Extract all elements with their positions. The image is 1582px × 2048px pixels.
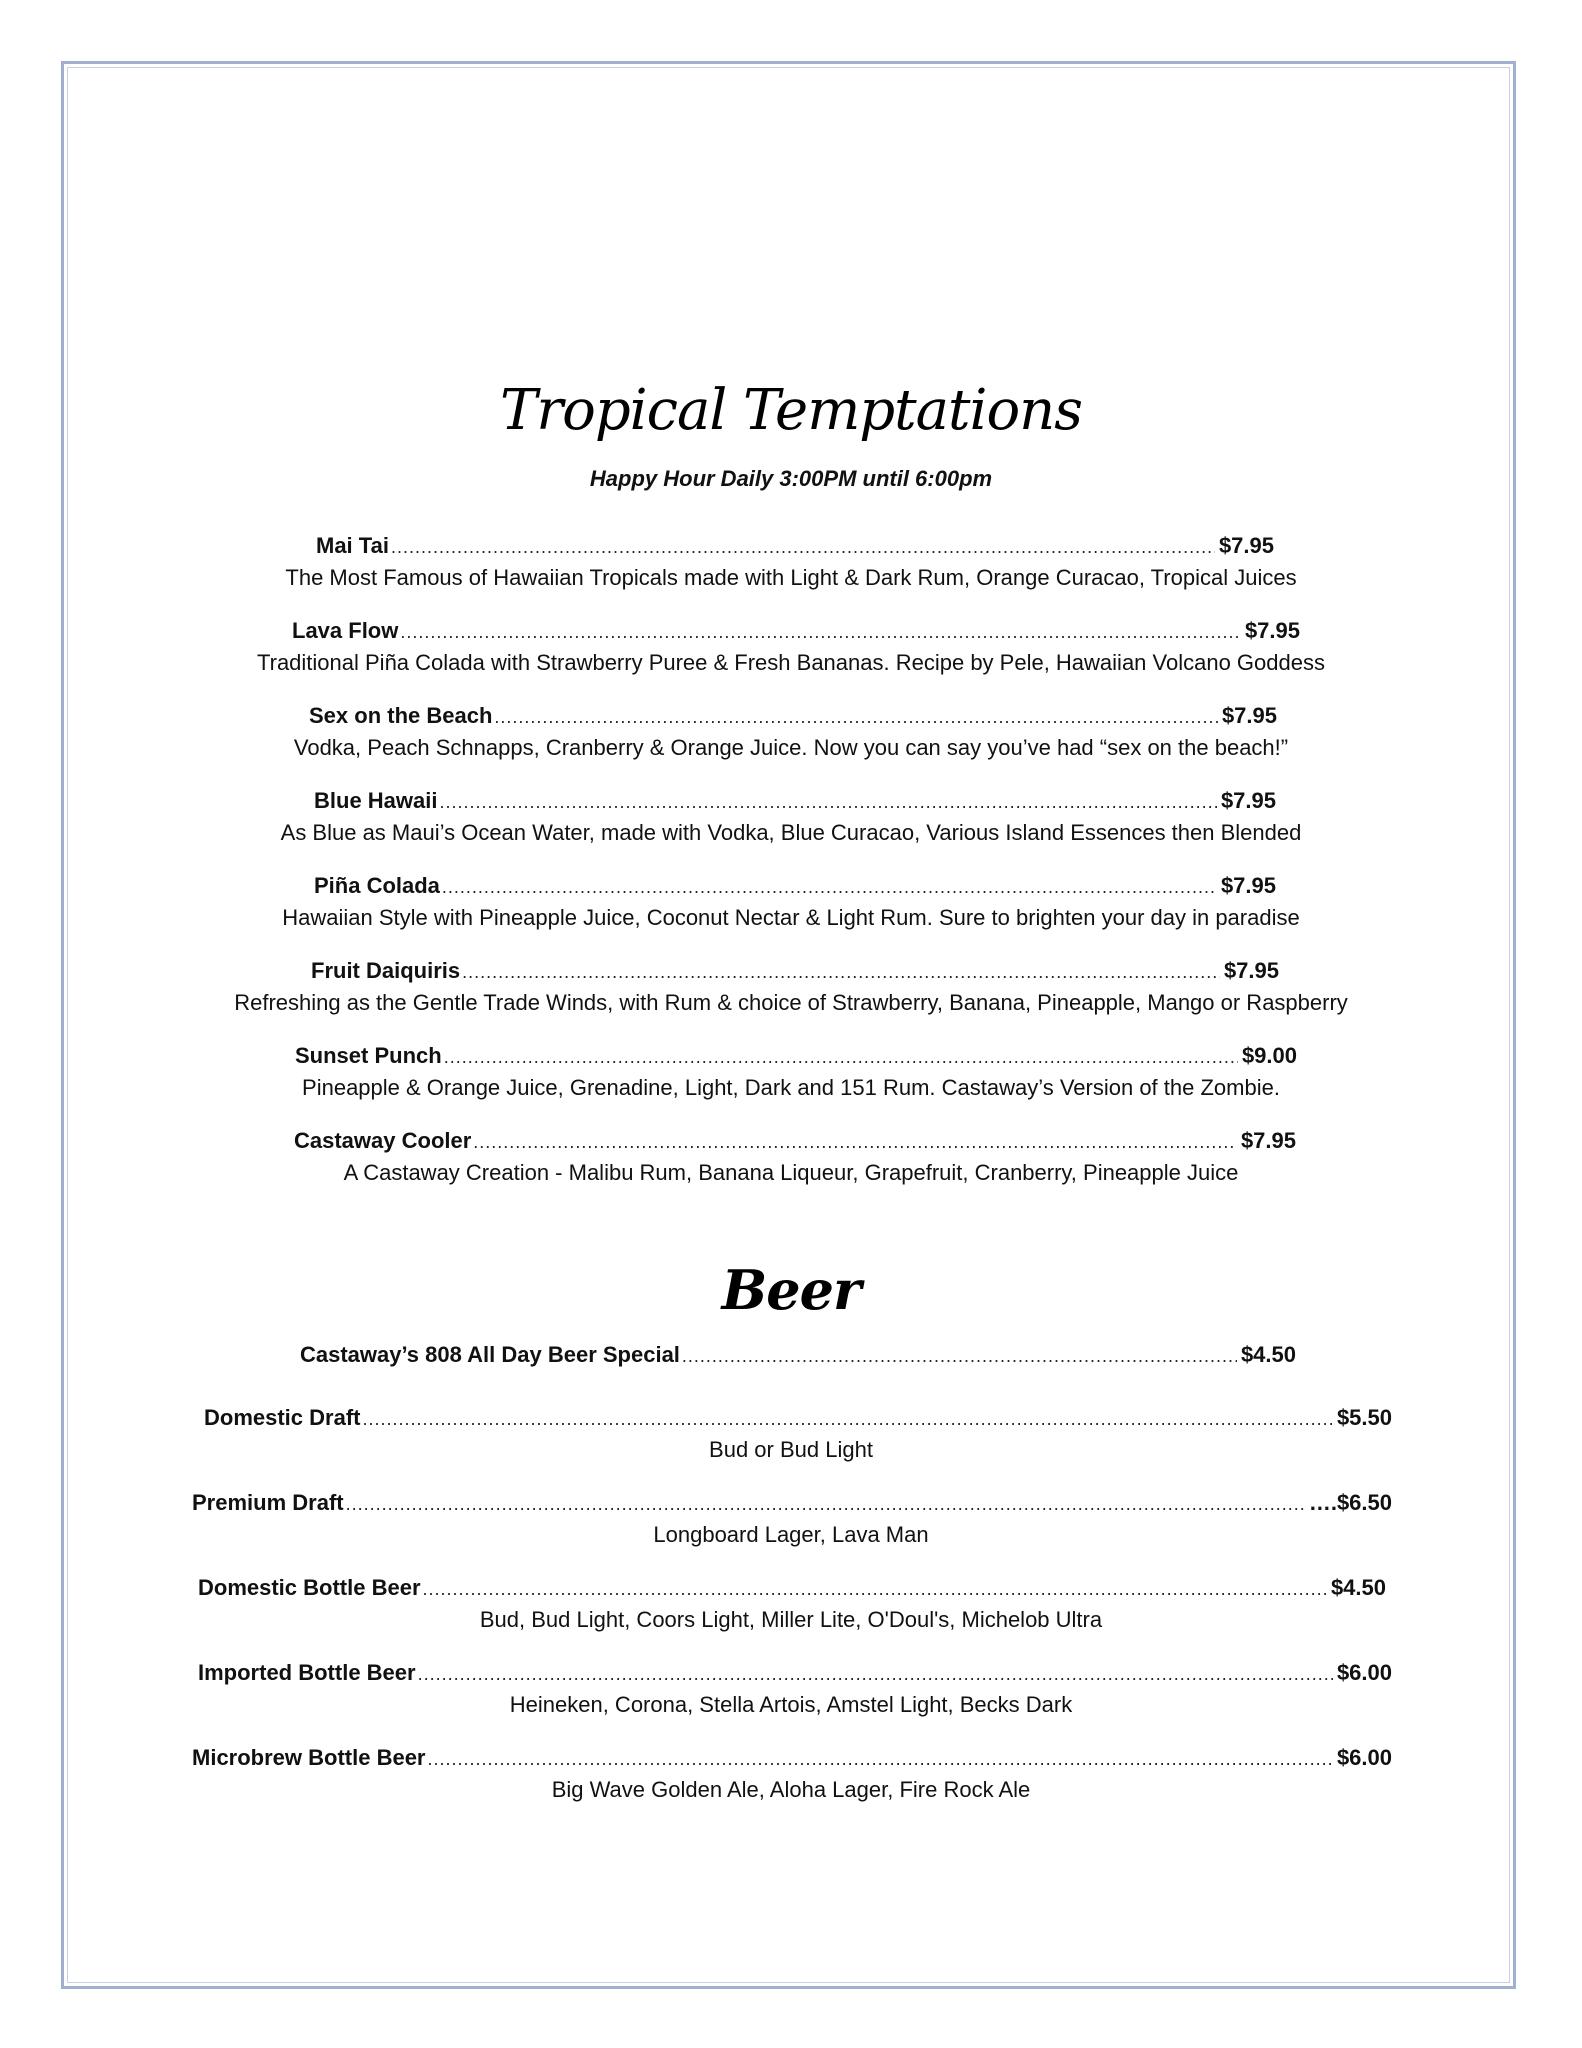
item-description: Pineapple & Orange Juice, Grenadine, Light, Dark and 151 Rum. Castaway’s Version of the Zombie. [302, 1075, 1280, 1100]
item-name: Mai Tai [316, 533, 389, 558]
item-price: $6.00 [1336, 1660, 1392, 1685]
item-name: Imported Bottle Beer [198, 1660, 416, 1685]
dot-leader [473, 1128, 1237, 1156]
menu-item-microbrew-bottle [192, 1744, 1392, 1773]
item-description: Traditional Piña Colada with Strawberry Puree & Fresh Bananas. Recipe by Pele, Hawaiian Volcano Goddess [257, 650, 1325, 675]
item-name: Domestic Bottle Beer [198, 1575, 421, 1600]
item-name: Premium Draft [192, 1490, 344, 1515]
tropical-title: Tropical Temptations [500, 378, 1082, 443]
item-name: Sunset Punch [295, 1043, 442, 1068]
dot-leader [439, 788, 1216, 816]
item-price: $7.95 [1220, 873, 1276, 898]
item-price: $7.95 [1223, 958, 1279, 983]
item-price: $7.95 [1240, 1128, 1296, 1153]
dot-leader [494, 703, 1218, 731]
menu-item-fruit-daiquiris [311, 957, 1279, 986]
item-price: $6.00 [1336, 1745, 1392, 1770]
item-description: Bud or Bud Light [709, 1437, 873, 1462]
item-description: Hawaiian Style with Pineapple Juice, Coconut Nectar & Light Rum. Sure to brighten your day in paradise [282, 905, 1300, 930]
item-description: Bud, Bud Light, Coors Light, Miller Lite, O'Doul's, Michelob Ultra [479, 1607, 1103, 1632]
menu-item-mai-tai [316, 532, 1274, 561]
item-name: Lava Flow [292, 618, 399, 643]
item-description: The Most Famous of Hawaiian Tropicals made with Light & Dark Rum, Orange Curacao, Tropical Juices [285, 565, 1297, 590]
menu-item-lava-flow [292, 617, 1300, 646]
item-description: Big Wave Golden Ale, Aloha Lager, Fire Rock Ale [551, 1777, 1031, 1802]
item-description: Longboard Lager, Lava Man [653, 1522, 929, 1547]
dot-leader [362, 1405, 1332, 1433]
item-price: $4.50 [1240, 1342, 1296, 1367]
item-name: Piña Colada [314, 873, 440, 898]
item-price: $9.00 [1241, 1043, 1297, 1068]
dot-leader [462, 958, 1220, 986]
happy-hour-subtitle: Happy Hour Daily 3:00PM until 6:00pm [589, 466, 993, 491]
menu-item-premium-draft [192, 1489, 1392, 1518]
menu-item-domestic-bottle [198, 1574, 1386, 1603]
item-name: Blue Hawaii [314, 788, 438, 813]
item-name: Domestic Draft [204, 1405, 361, 1430]
beer-title: Beer [721, 1258, 861, 1322]
menu-item-sunset-punch [295, 1042, 1297, 1071]
dot-leader [346, 1490, 1305, 1518]
item-name: Sex on the Beach [309, 703, 493, 728]
dot-leader [428, 1745, 1333, 1773]
dot-leader [400, 618, 1241, 646]
item-price: $4.50 [1330, 1575, 1386, 1600]
item-description: Refreshing as the Gentle Trade Winds, with Rum & choice of Strawberry, Banana, Pineapple, Mango or Raspberry [234, 990, 1348, 1015]
menu-item-domestic-draft [204, 1404, 1392, 1433]
dot-leader [444, 1043, 1238, 1071]
dot-leader [442, 873, 1217, 901]
dot-leader [391, 533, 1215, 561]
item-description: Heineken, Corona, Stella Artois, Amstel Light, Becks Dark [509, 1692, 1073, 1717]
menu-item-imported-bottle [198, 1659, 1392, 1688]
menu-item-pina-colada [314, 872, 1276, 901]
dot-leader [418, 1660, 1333, 1688]
item-price: $5.50 [1336, 1405, 1392, 1430]
item-price: $7.95 [1244, 618, 1300, 643]
menu-item-castaway-cooler [294, 1127, 1296, 1156]
item-description: As Blue as Maui’s Ocean Water, made with Vodka, Blue Curacao, Various Island Essences then Blended [280, 820, 1302, 845]
item-price: $7.95 [1221, 703, 1277, 728]
item-name: Castaway Cooler [294, 1128, 472, 1153]
item-name: Castaway’s 808 All Day Beer Special [300, 1342, 680, 1367]
dot-leader [423, 1575, 1327, 1603]
item-price: $7.95 [1220, 788, 1276, 813]
menu-item-sex-on-the-beach [309, 702, 1277, 731]
menu-item-blue-hawaii [314, 787, 1276, 816]
menu-item-808-special [300, 1341, 1296, 1370]
item-description: Vodka, Peach Schnapps, Cranberry & Orange Juice. Now you can say you’ve had “sex on the beach!” [293, 735, 1289, 760]
dot-leader [682, 1342, 1237, 1370]
item-description: A Castaway Creation - Malibu Rum, Banana Liqueur, Grapefruit, Cranberry, Pineapple Juice [343, 1160, 1239, 1185]
item-name: Microbrew Bottle Beer [192, 1745, 426, 1770]
item-price: $7.95 [1218, 533, 1274, 558]
item-price: ….$6.50 [1308, 1490, 1392, 1515]
item-name: Fruit Daiquiris [311, 958, 461, 983]
